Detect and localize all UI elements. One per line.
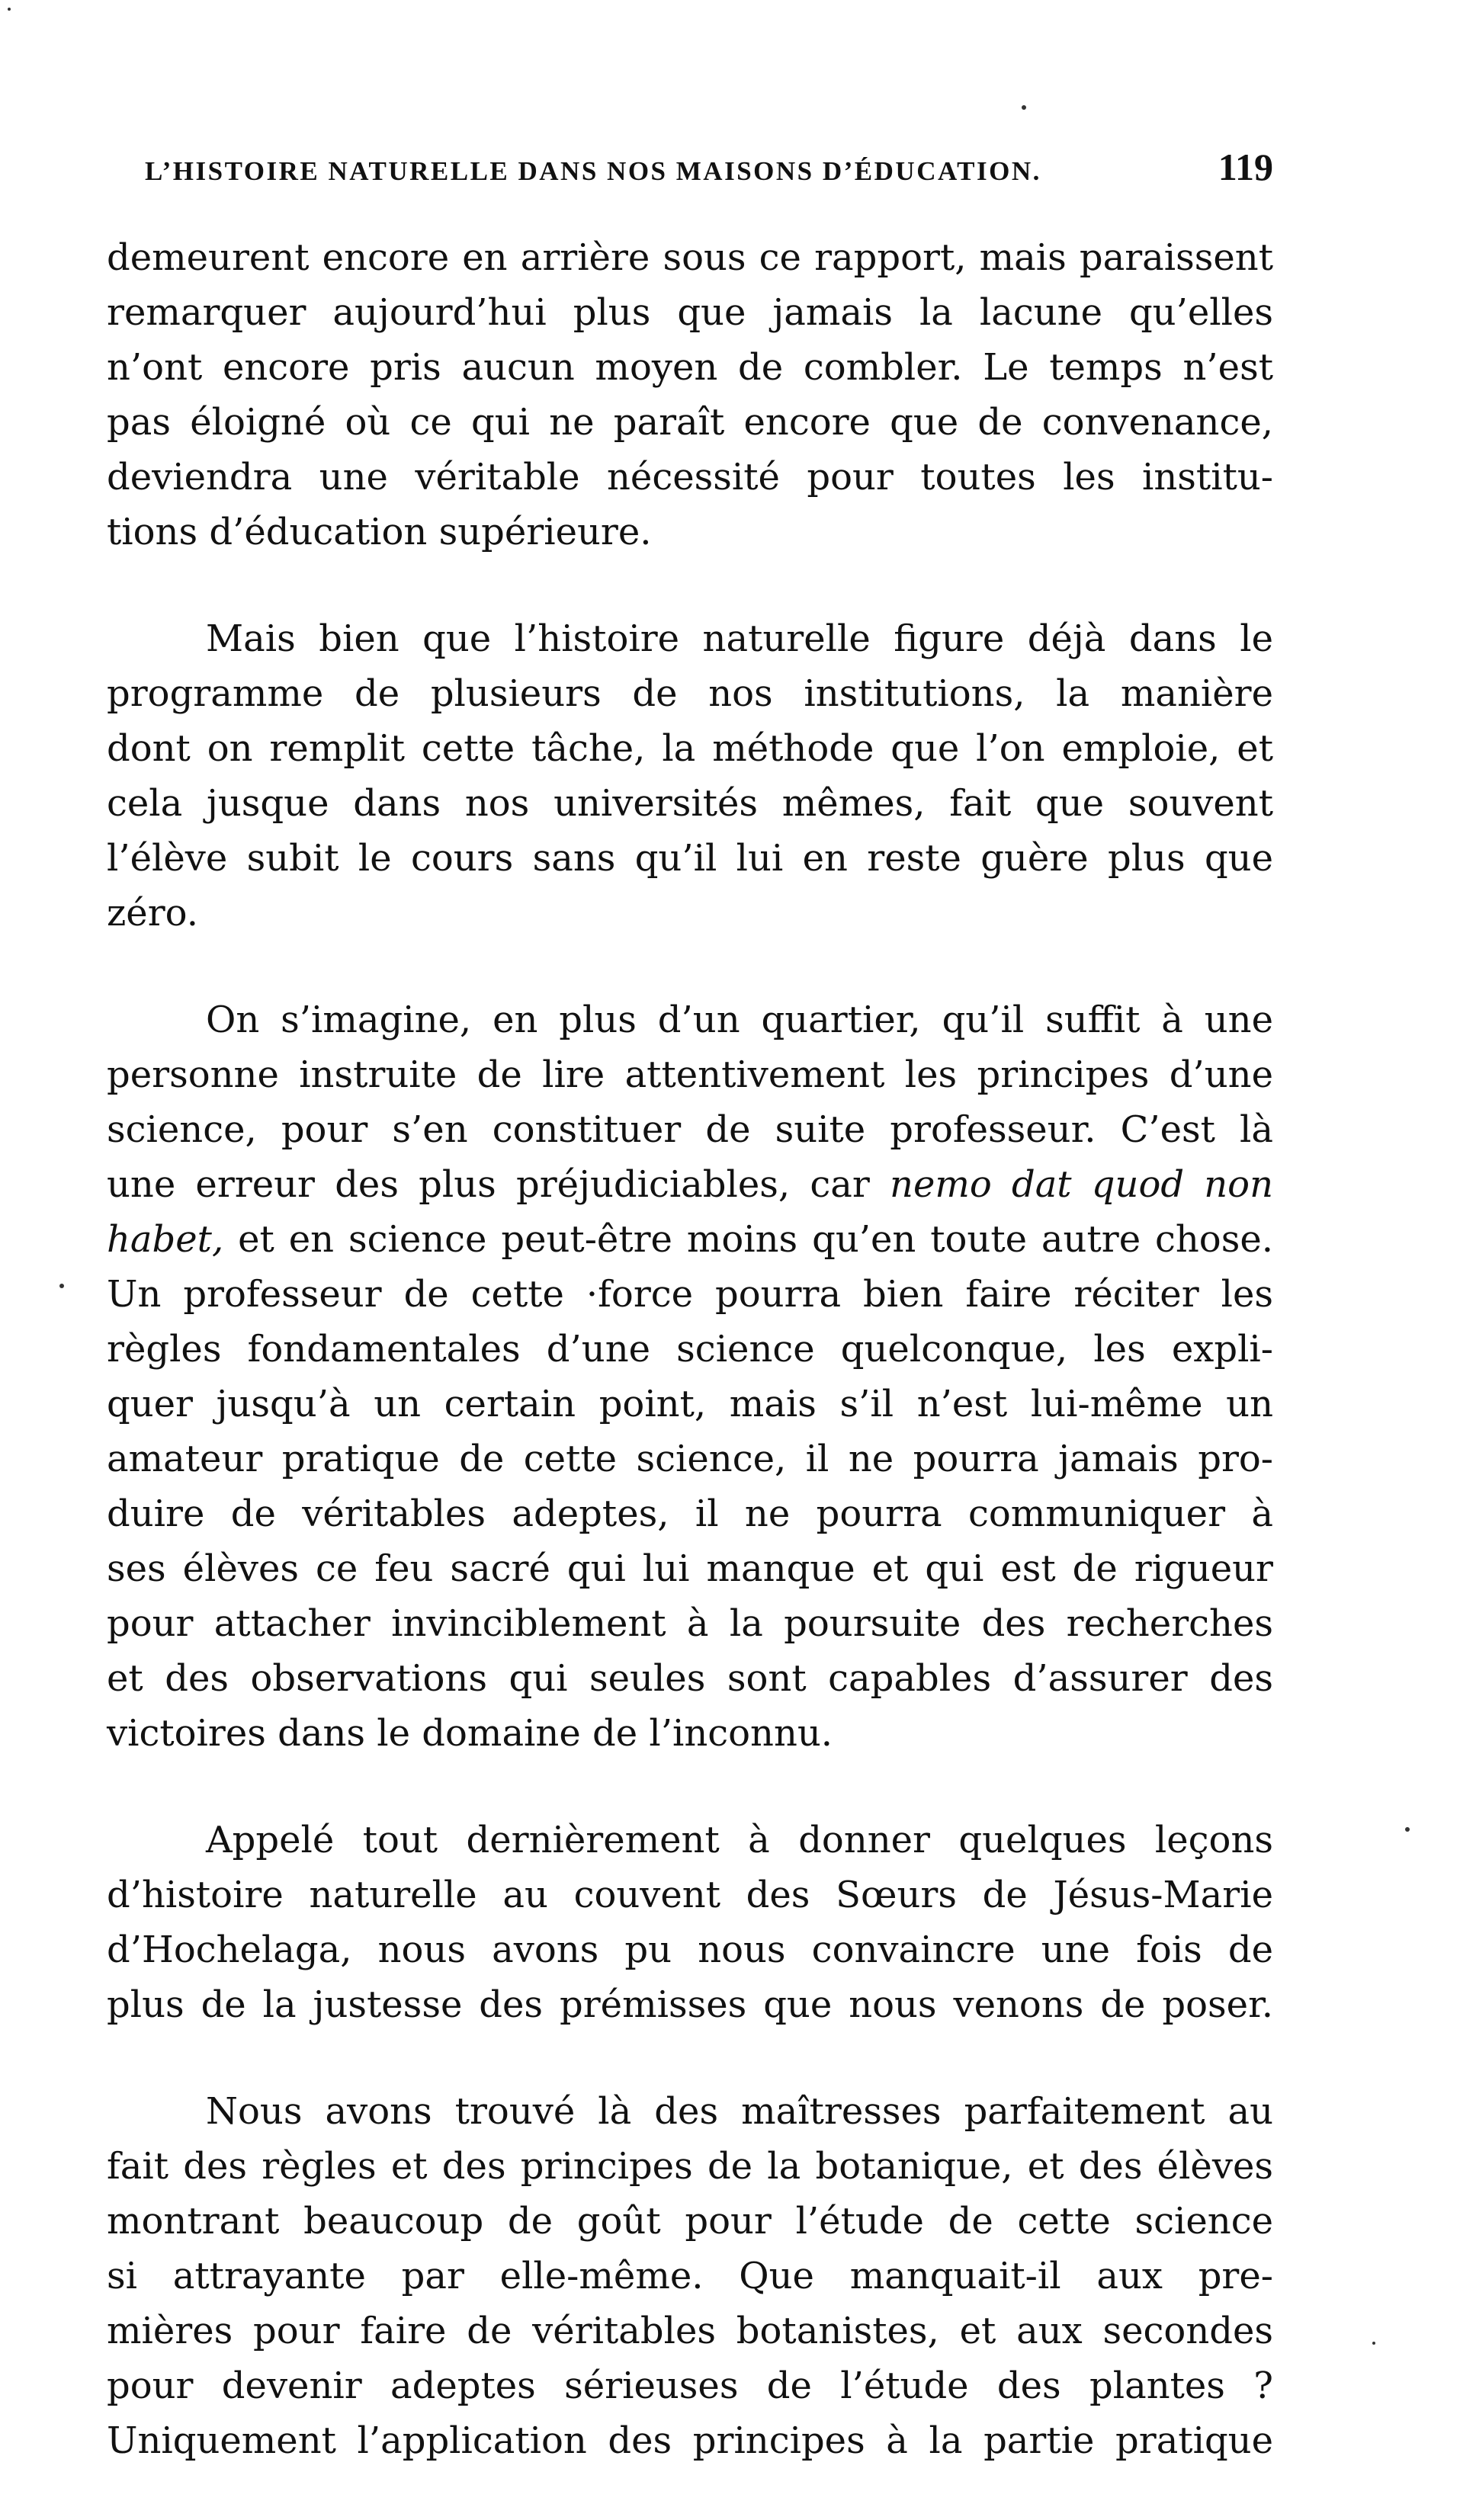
text-line: cela jusque dans nos universités mêmes, fait que souvent	[107, 782, 1273, 825]
body-text	[107, 230, 1273, 2520]
page-number: 119	[1218, 146, 1273, 188]
text-line: pour devenir adeptes sérieuses de l’étude des plantes ?	[107, 2365, 1273, 2407]
text-line: plus de la justesse des prémisses que nous venons de poser.	[107, 1983, 1273, 2026]
running-title: L’HISTOIRE NATURELLE DANS NOS MAISONS D’ÉDUCATION.	[145, 156, 1041, 186]
latin-phrase: habet,	[107, 1218, 224, 1261]
scan-speck	[1372, 2342, 1375, 2345]
scan-speck	[1022, 105, 1026, 110]
text-line: pas éloigné où ce qui ne paraît encore que de convenance,	[107, 401, 1273, 444]
text-line: amateur pratique de cette science, il ne pourra jamais pro-	[107, 1438, 1273, 1480]
text-line: Uniquement l’application des principes à la partie pratique	[107, 2419, 1273, 2462]
text-line	[107, 1157, 1273, 1212]
latin-phrase: nemo dat quod non	[890, 1163, 1273, 1206]
text-line: dont on remplit cette tâche, la méthode que l’on emploie, et	[107, 727, 1273, 770]
text-line: et des observations qui seules sont capables d’assurer des	[107, 1657, 1273, 1700]
text-line: remarquer aujourd’hui plus que jamais la lacune qu’elles	[107, 291, 1273, 334]
text-line: pour attacher invinciblement à la poursuite des recherches	[107, 1602, 1273, 1645]
paragraph	[107, 2084, 1273, 2468]
text-line: personne instruite de lire attentivement les principes d’une	[107, 1053, 1273, 1096]
paragraph	[107, 992, 1273, 1761]
text-line: mières pour faire de véritables botanistes, et aux secondes	[107, 2310, 1273, 2352]
text-line: tions d’éducation supérieure.	[107, 511, 652, 553]
text-segment: une erreur des plus préjudiciables, car	[107, 1163, 870, 1206]
text-line: n’ont encore pris aucun moyen de combler. Le temps n’est	[107, 346, 1273, 389]
text-line: si attrayante par elle-même. Que manquait-il aux pre-	[107, 2255, 1273, 2297]
text-line: Un professeur de cette ·force pourra bien faire réciter les	[107, 1273, 1273, 1316]
text-line: Mais bien que l’histoire naturelle figure déjà dans le	[206, 617, 1273, 660]
scan-speck	[1405, 1827, 1410, 1832]
text-line: duire de véritables adeptes, il ne pourra communiquer à	[107, 1492, 1273, 1535]
text-line: victoires dans le domaine de l’inconnu.	[107, 1712, 833, 1755]
paragraph	[107, 611, 1273, 941]
text-line: l’élève subit le cours sans qu’il lui en reste guère plus que	[107, 837, 1273, 880]
text-segment: et en science peut-être moins qu’en toute autre chose.	[238, 1218, 1273, 1261]
text-line: montrant beaucoup de goût pour l’étude de cette science	[107, 2200, 1273, 2243]
text-line: science, pour s’en constituer de suite professeur. C’est là	[107, 1108, 1273, 1151]
paragraph	[107, 230, 1273, 559]
text-line: fait des règles et des principes de la botanique, et des élèves	[107, 2145, 1273, 2188]
text-line: demeurent encore en arrière sous ce rapport, mais paraissent	[107, 236, 1273, 279]
paragraph	[107, 1813, 1273, 2032]
text-line: quer jusqu’à un certain point, mais s’il n’est lui-même un	[107, 1383, 1273, 1425]
text-line: zéro.	[107, 892, 198, 935]
text-line: On s’imagine, en plus d’un quartier, qu’il suffit à une	[206, 999, 1273, 1041]
text-line: règles fondamentales d’une science quelconque, les expli-	[107, 1328, 1273, 1371]
scan-speck	[59, 1284, 64, 1288]
text-line: Appelé tout dernièrement à donner quelques leçons	[206, 1819, 1273, 1861]
text-line: deviendra une véritable nécessité pour toutes les institu-	[107, 456, 1273, 499]
text-line: programme de plusieurs de nos institutions, la manière	[107, 672, 1273, 715]
text-line: Nous avons trouvé là des maîtresses parfaitement au	[206, 2090, 1273, 2133]
text-line	[107, 1212, 1273, 1267]
scan-speck	[8, 8, 11, 11]
text-line: ses élèves ce feu sacré qui lui manque et qui est de rigueur	[107, 1547, 1273, 1590]
text-line: d’histoire naturelle au couvent des Sœurs de Jésus-Marie	[107, 1874, 1273, 1916]
text-line: d’Hochelaga, nous avons pu nous convaincre une fois de	[107, 1928, 1273, 1971]
running-head	[145, 145, 1273, 198]
